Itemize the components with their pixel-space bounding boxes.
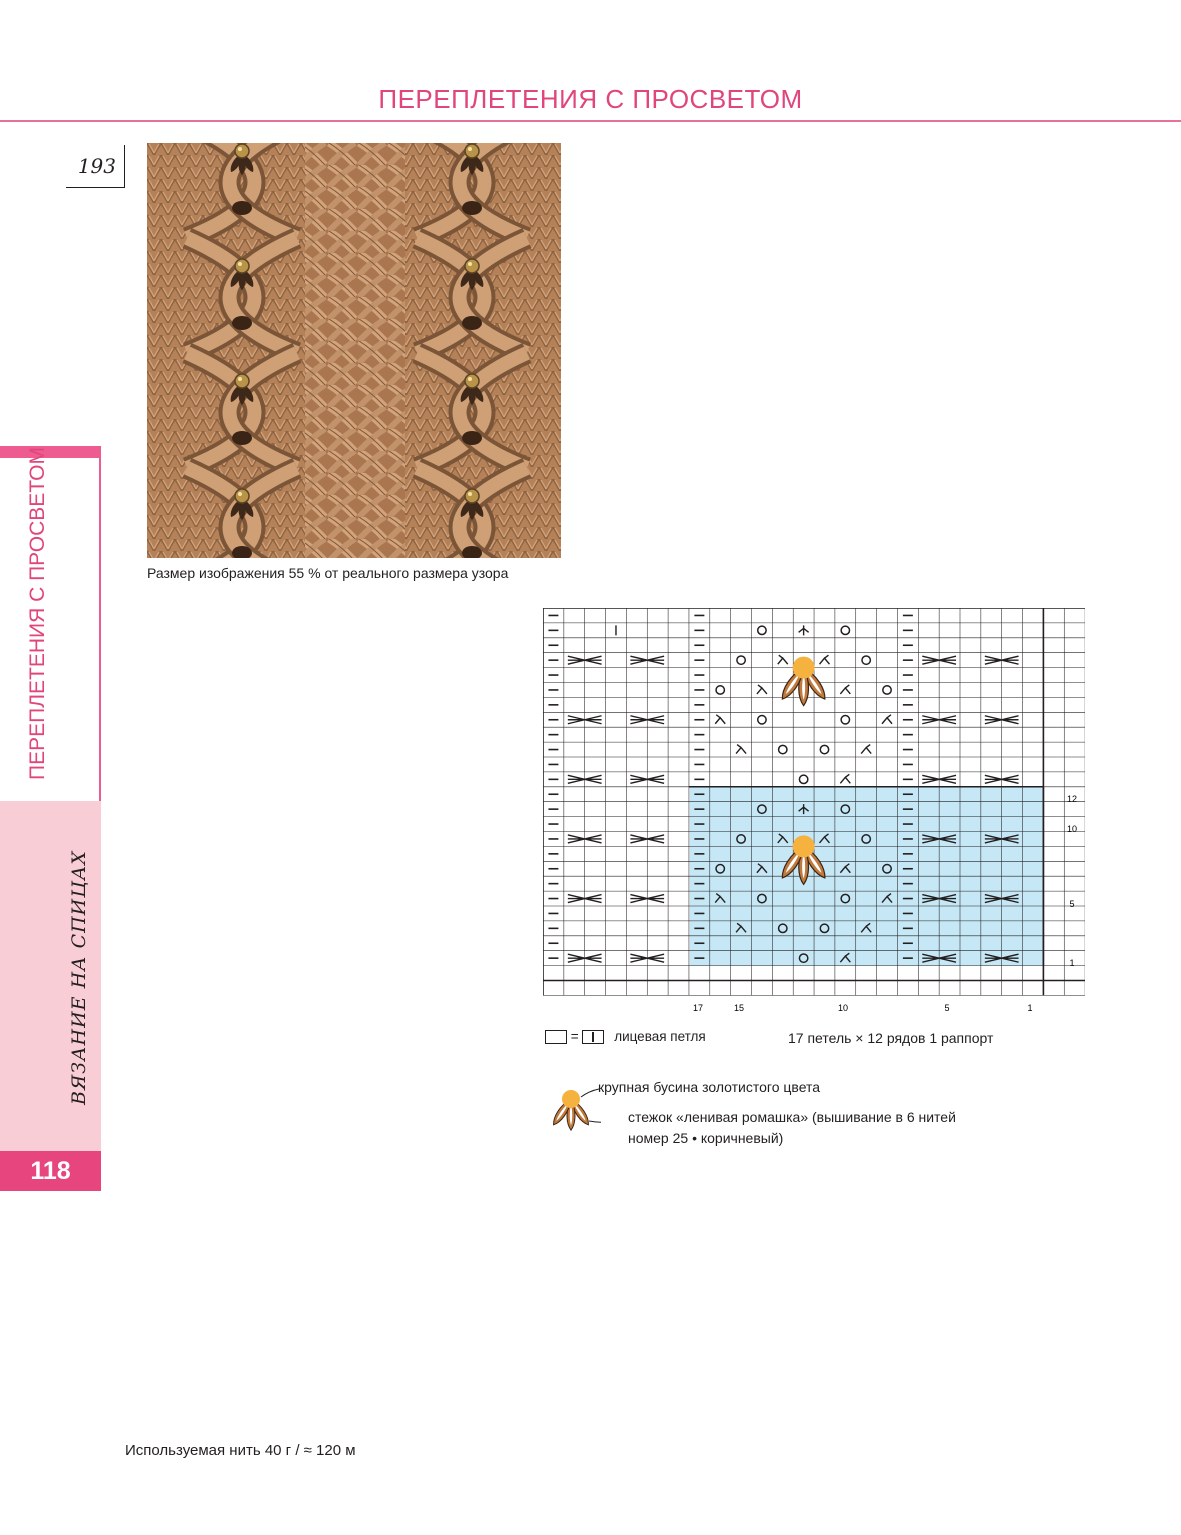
legend-knit-label: лицевая петля xyxy=(614,1029,706,1044)
col-label-5: 5 xyxy=(944,1003,950,1013)
sidebar-tab-section xyxy=(0,446,101,802)
swatch-bead-shine xyxy=(238,492,242,496)
swatch-bead xyxy=(465,144,479,158)
legend-stitch-line2: номер 25 • коричневый) xyxy=(628,1130,784,1146)
row-label-12: 12 xyxy=(1066,794,1078,804)
row-label-1: 1 xyxy=(1069,958,1075,968)
legend-stitch-line1: стежок «ленивая ромашка» (вышивание в 6 нитей xyxy=(628,1109,956,1125)
swatch-bead-shine xyxy=(238,262,242,266)
yarn-info: Используемая нить 40 г / ≈ 120 м xyxy=(125,1442,356,1459)
photo-caption: Размер изображения 55 % от реального размера узора xyxy=(147,565,509,581)
col-label-10: 10 xyxy=(837,1003,849,1013)
pattern-number: 193 xyxy=(77,154,116,178)
swatch-bead-shine xyxy=(238,377,242,381)
legend-stitch-label xyxy=(628,1107,956,1149)
empty-cell-icon xyxy=(545,1030,567,1044)
swatch-eyelet xyxy=(462,201,482,215)
col-label-1: 1 xyxy=(1027,1003,1033,1013)
col-label-17: 17 xyxy=(692,1003,704,1013)
swatch-eyelet xyxy=(462,316,482,330)
bead xyxy=(793,657,815,679)
legend-equals: = xyxy=(570,1029,579,1044)
swatch-bead-shine xyxy=(238,147,242,151)
title-rule xyxy=(0,120,1181,122)
knitting-chart xyxy=(543,608,1085,1016)
repeat-info: 17 петель × 12 рядов 1 раппорт xyxy=(788,1030,994,1046)
legend-knit-key xyxy=(545,1029,706,1044)
sidebar-book-title: ВЯЗАНИЕ НА СПИЦАХ xyxy=(68,850,90,1105)
swatch-bead xyxy=(235,374,249,388)
sidebar-section-title: ПЕРЕПЛЕТЕНИЯ С ПРОСВЕТОМ xyxy=(26,447,49,780)
swatch-photo xyxy=(147,143,561,558)
swatch-bead xyxy=(465,259,479,273)
swatch-eyelet xyxy=(232,316,252,330)
swatch-bead-shine xyxy=(468,262,472,266)
section-title: ПЕРЕПЛЕТЕНИЯ С ПРОСВЕТОМ xyxy=(378,84,803,114)
swatch-eyelet xyxy=(232,431,252,445)
swatch-bead xyxy=(235,259,249,273)
lazy-daisy-bead-icon xyxy=(541,1085,601,1151)
row-label-10: 10 xyxy=(1066,824,1078,834)
swatch-bead xyxy=(235,489,249,503)
swatch-eyelet xyxy=(462,431,482,445)
swatch-bead-shine xyxy=(468,492,472,496)
bead xyxy=(793,835,815,857)
swatch-bead-shine xyxy=(468,147,472,151)
key-flower xyxy=(550,1090,591,1130)
swatch-eyelet xyxy=(232,201,252,215)
col-label-15: 15 xyxy=(733,1003,745,1013)
page-number: 118 xyxy=(30,1157,71,1185)
row-label-5: 5 xyxy=(1069,899,1075,909)
swatch-bead xyxy=(465,489,479,503)
swatch-bead-shine xyxy=(468,377,472,381)
knit-stitch-icon xyxy=(582,1030,604,1044)
legend-bead-label: крупная бусина золотистого цвета xyxy=(598,1079,821,1095)
swatch-bead xyxy=(465,374,479,388)
bead xyxy=(562,1090,580,1108)
swatch-bead xyxy=(235,144,249,158)
